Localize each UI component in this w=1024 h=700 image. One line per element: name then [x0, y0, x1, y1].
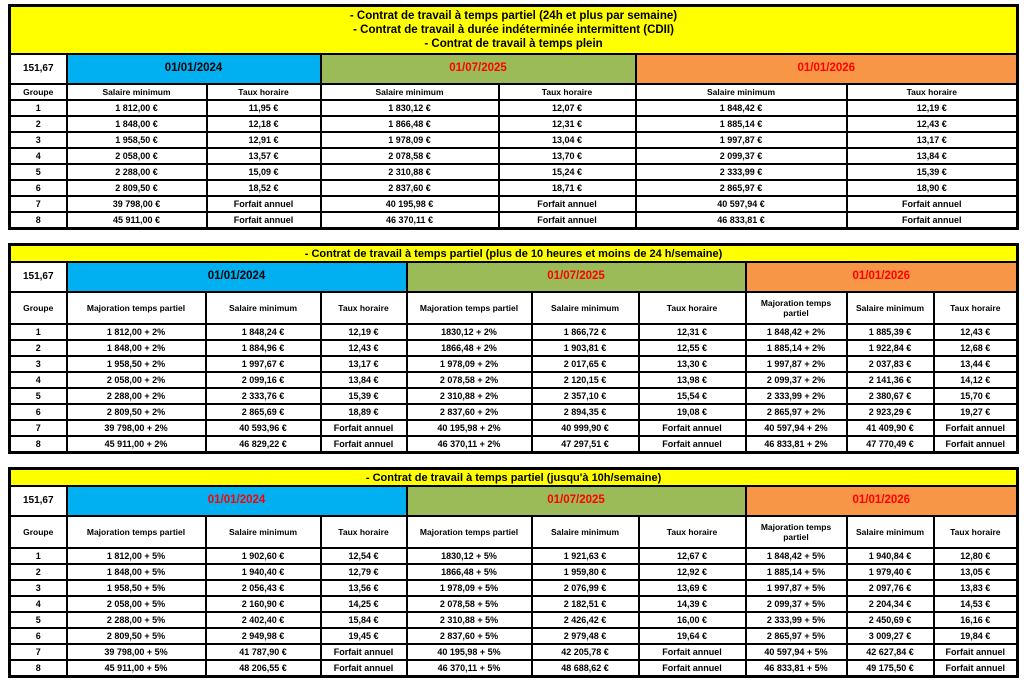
value-cell: 12,43 €: [847, 116, 1018, 132]
value-cell: 2 809,50 €: [67, 180, 207, 196]
value-cell: Forfait annuel: [321, 436, 407, 453]
value-cell: 1 959,80 €: [532, 564, 639, 580]
group-number-cell: 3: [10, 132, 67, 148]
value-cell: 40 597,94 €: [636, 196, 847, 212]
value-cell: 13,56 €: [321, 580, 407, 596]
value-cell: 39 798,00 + 2%: [67, 420, 206, 436]
value-cell: 12,31 €: [499, 116, 636, 132]
value-cell: 12,31 €: [639, 324, 746, 340]
value-cell: 2 894,35 €: [532, 404, 639, 420]
value-cell: 1 848,00 €: [67, 116, 207, 132]
column-header: Taux horaire: [934, 516, 1018, 548]
group-column-header: Groupe: [10, 516, 67, 548]
value-cell: 1 997,87 + 5%: [746, 580, 847, 596]
value-cell: 1 978,09 €: [321, 132, 499, 148]
value-cell: 1 848,00 + 5%: [67, 564, 206, 580]
value-cell: 40 195,98 + 5%: [407, 644, 532, 660]
value-cell: 2 160,90 €: [206, 596, 321, 612]
value-cell: 3 009,27 €: [847, 628, 934, 644]
value-cell: 2 182,51 €: [532, 596, 639, 612]
value-cell: 2 865,69 €: [206, 404, 321, 420]
value-cell: 1830,12 + 5%: [407, 548, 532, 564]
table-title: [10, 6, 1018, 55]
period-date-cell: 01/01/2026: [636, 54, 1018, 84]
value-cell: 14,25 €: [321, 596, 407, 612]
column-header: Majoration temps partiel: [407, 292, 532, 324]
value-cell: 2 099,37 + 5%: [746, 596, 847, 612]
value-cell: 1 978,09 + 5%: [407, 580, 532, 596]
value-cell: 15,39 €: [321, 388, 407, 404]
value-cell: 2 923,29 €: [847, 404, 934, 420]
column-header: Salaire minimum: [206, 516, 321, 548]
value-cell: 2 078,58 €: [321, 148, 499, 164]
value-cell: Forfait annuel: [847, 212, 1018, 229]
value-cell: 1 997,67 €: [206, 356, 321, 372]
column-header: Majoration temps partiel: [67, 292, 206, 324]
column-header: Majoration temps partiel: [407, 516, 532, 548]
table-row: [10, 180, 1018, 196]
value-cell: 2 837,60 €: [321, 180, 499, 196]
value-cell: 2 056,43 €: [206, 580, 321, 596]
value-cell: 1 958,50 €: [67, 132, 207, 148]
value-cell: 14,39 €: [639, 596, 746, 612]
table-title: [10, 245, 1018, 263]
period-date-cell: 01/01/2024: [67, 54, 321, 84]
table-title: [10, 469, 1018, 487]
group-number-cell: 3: [10, 356, 67, 372]
value-cell: 1 812,00 €: [67, 100, 207, 116]
value-cell: 2 949,98 €: [206, 628, 321, 644]
value-cell: 15,09 €: [207, 164, 321, 180]
value-cell: Forfait annuel: [499, 196, 636, 212]
period-date-cell: 01/01/2024: [67, 262, 407, 292]
value-cell: 1 885,14 + 2%: [746, 340, 847, 356]
value-cell: 1 848,42 + 2%: [746, 324, 847, 340]
value-cell: 15,39 €: [847, 164, 1018, 180]
value-cell: 12,68 €: [934, 340, 1018, 356]
table-row: [10, 660, 1018, 677]
value-cell: 1 866,72 €: [532, 324, 639, 340]
value-cell: Forfait annuel: [639, 660, 746, 677]
table-row: [10, 628, 1018, 644]
value-cell: 13,84 €: [847, 148, 1018, 164]
column-header: Salaire minimum: [67, 84, 207, 100]
column-header: Salaire minimum: [847, 292, 934, 324]
value-cell: 1 848,42 + 5%: [746, 548, 847, 564]
value-cell: 2 333,99 €: [636, 164, 847, 180]
group-number-cell: 5: [10, 612, 67, 628]
value-cell: 19,08 €: [639, 404, 746, 420]
value-cell: 19,64 €: [639, 628, 746, 644]
value-cell: 13,70 €: [499, 148, 636, 164]
value-cell: 46 370,11 + 5%: [407, 660, 532, 677]
value-cell: 2 310,88 + 5%: [407, 612, 532, 628]
value-cell: 40 999,90 €: [532, 420, 639, 436]
monthly-hours-cell: 151,67: [10, 54, 67, 84]
value-cell: 47 770,49 €: [847, 436, 934, 453]
group-number-cell: 6: [10, 404, 67, 420]
column-header: Taux horaire: [321, 292, 407, 324]
value-cell: 1 958,50 + 5%: [67, 580, 206, 596]
period-date-cell: 01/07/2025: [407, 262, 746, 292]
value-cell: Forfait annuel: [934, 644, 1018, 660]
table-row: [10, 196, 1018, 212]
column-header: Salaire minimum: [532, 516, 639, 548]
value-cell: 12,19 €: [321, 324, 407, 340]
value-cell: 15,54 €: [639, 388, 746, 404]
value-cell: 15,70 €: [934, 388, 1018, 404]
value-cell: 2 017,65 €: [532, 356, 639, 372]
value-cell: 2 809,50 + 2%: [67, 404, 206, 420]
table-row: [10, 548, 1018, 564]
value-cell: 2 099,37 + 2%: [746, 372, 847, 388]
value-cell: 13,57 €: [207, 148, 321, 164]
value-cell: 2 288,00 + 2%: [67, 388, 206, 404]
value-cell: 13,30 €: [639, 356, 746, 372]
value-cell: 18,89 €: [321, 404, 407, 420]
value-cell: Forfait annuel: [639, 436, 746, 453]
value-cell: 1 830,12 €: [321, 100, 499, 116]
monthly-hours-cell: 151,67: [10, 262, 67, 292]
period-date-cell: 01/01/2026: [746, 262, 1018, 292]
value-cell: 13,83 €: [934, 580, 1018, 596]
value-cell: 2 380,67 €: [847, 388, 934, 404]
value-cell: 1 848,24 €: [206, 324, 321, 340]
value-cell: 12,07 €: [499, 100, 636, 116]
value-cell: 46 833,81 + 5%: [746, 660, 847, 677]
value-cell: 12,18 €: [207, 116, 321, 132]
value-cell: 1 885,14 €: [636, 116, 847, 132]
value-cell: Forfait annuel: [639, 644, 746, 660]
group-number-cell: 4: [10, 596, 67, 612]
value-cell: 2 099,37 €: [636, 148, 847, 164]
column-header: Salaire minimum: [847, 516, 934, 548]
value-cell: Forfait annuel: [207, 196, 321, 212]
value-cell: Forfait annuel: [934, 420, 1018, 436]
value-cell: 2 097,76 €: [847, 580, 934, 596]
table-row: [10, 100, 1018, 116]
value-cell: 12,79 €: [321, 564, 407, 580]
value-cell: 13,44 €: [934, 356, 1018, 372]
value-cell: 2 837,60 + 5%: [407, 628, 532, 644]
value-cell: 13,04 €: [499, 132, 636, 148]
value-cell: 12,55 €: [639, 340, 746, 356]
value-cell: 14,53 €: [934, 596, 1018, 612]
table-row: [10, 596, 1018, 612]
value-cell: 12,80 €: [934, 548, 1018, 564]
value-cell: 46 370,11 + 2%: [407, 436, 532, 453]
value-cell: 2 058,00 + 2%: [67, 372, 206, 388]
value-cell: 15,84 €: [321, 612, 407, 628]
value-cell: 45 911,00 + 2%: [67, 436, 206, 453]
value-cell: 40 195,98 + 2%: [407, 420, 532, 436]
table-row: [10, 372, 1018, 388]
value-cell: 11,95 €: [207, 100, 321, 116]
group-number-cell: 1: [10, 100, 67, 116]
table-row: [10, 436, 1018, 453]
value-cell: 12,43 €: [321, 340, 407, 356]
value-cell: 1 848,00 + 2%: [67, 340, 206, 356]
group-number-cell: 8: [10, 212, 67, 229]
value-cell: Forfait annuel: [934, 660, 1018, 677]
table-title-line: - Contrat de travail à temps plein: [424, 38, 603, 50]
value-cell: 2 333,99 + 5%: [746, 612, 847, 628]
value-cell: 13,84 €: [321, 372, 407, 388]
tables-container: [8, 4, 1016, 678]
table-row: [10, 564, 1018, 580]
table-row: [10, 132, 1018, 148]
table-partiel-10-24h: [8, 243, 1019, 454]
value-cell: 2 078,58 + 2%: [407, 372, 532, 388]
value-cell: 2 288,00 + 5%: [67, 612, 206, 628]
value-cell: 13,69 €: [639, 580, 746, 596]
table-row: [10, 404, 1018, 420]
table-temps-plein: [8, 4, 1019, 230]
group-number-cell: 1: [10, 324, 67, 340]
value-cell: 41 409,90 €: [847, 420, 934, 436]
period-date-cell: 01/01/2026: [746, 486, 1018, 516]
value-cell: 46 833,81 + 2%: [746, 436, 847, 453]
value-cell: Forfait annuel: [321, 644, 407, 660]
value-cell: 15,24 €: [499, 164, 636, 180]
value-cell: 41 787,90 €: [206, 644, 321, 660]
value-cell: 13,98 €: [639, 372, 746, 388]
column-header: Majoration temps partiel: [746, 516, 847, 548]
value-cell: 2 120,15 €: [532, 372, 639, 388]
value-cell: 2 141,36 €: [847, 372, 934, 388]
group-number-cell: 6: [10, 628, 67, 644]
table-row: [10, 340, 1018, 356]
value-cell: 1 958,50 + 2%: [67, 356, 206, 372]
group-number-cell: 8: [10, 436, 67, 453]
period-date-cell: 01/07/2025: [407, 486, 746, 516]
value-cell: 1 812,00 + 2%: [67, 324, 206, 340]
value-cell: 40 593,96 €: [206, 420, 321, 436]
value-cell: 16,00 €: [639, 612, 746, 628]
value-cell: 2 402,40 €: [206, 612, 321, 628]
value-cell: 2 288,00 €: [67, 164, 207, 180]
value-cell: 2 333,99 + 2%: [746, 388, 847, 404]
group-number-cell: 2: [10, 564, 67, 580]
value-cell: 2 310,88 €: [321, 164, 499, 180]
value-cell: 49 175,50 €: [847, 660, 934, 677]
value-cell: 13,05 €: [934, 564, 1018, 580]
column-header: Taux horaire: [499, 84, 636, 100]
column-header: Salaire minimum: [532, 292, 639, 324]
group-number-cell: 2: [10, 116, 67, 132]
column-header: Majoration temps partiel: [746, 292, 847, 324]
group-number-cell: 2: [10, 340, 67, 356]
value-cell: 39 798,00 + 5%: [67, 644, 206, 660]
value-cell: 2 076,99 €: [532, 580, 639, 596]
value-cell: 48 688,62 €: [532, 660, 639, 677]
table-row: [10, 612, 1018, 628]
group-number-cell: 6: [10, 180, 67, 196]
group-column-header: Groupe: [10, 84, 67, 100]
table-row: [10, 644, 1018, 660]
value-cell: 1 922,84 €: [847, 340, 934, 356]
table-row: [10, 324, 1018, 340]
value-cell: 2 865,97 + 2%: [746, 404, 847, 420]
value-cell: 1 866,48 €: [321, 116, 499, 132]
value-cell: 1 940,84 €: [847, 548, 934, 564]
value-cell: 13,17 €: [847, 132, 1018, 148]
group-column-header: Groupe: [10, 292, 67, 324]
value-cell: 2 037,83 €: [847, 356, 934, 372]
table-row: [10, 580, 1018, 596]
value-cell: 1 979,40 €: [847, 564, 934, 580]
table-title-line: - Contrat de travail à temps partiel (jusqu'à 10h/semaine): [365, 471, 662, 484]
value-cell: 12,43 €: [934, 324, 1018, 340]
value-cell: Forfait annuel: [207, 212, 321, 229]
value-cell: 14,12 €: [934, 372, 1018, 388]
value-cell: 42 627,84 €: [847, 644, 934, 660]
value-cell: 12,19 €: [847, 100, 1018, 116]
value-cell: 1830,12 + 2%: [407, 324, 532, 340]
value-cell: 2 979,48 €: [532, 628, 639, 644]
group-number-cell: 5: [10, 164, 67, 180]
group-number-cell: 1: [10, 548, 67, 564]
value-cell: 12,67 €: [639, 548, 746, 564]
column-header: Salaire minimum: [636, 84, 847, 100]
value-cell: 2 310,88 + 2%: [407, 388, 532, 404]
value-cell: 2 058,00 + 5%: [67, 596, 206, 612]
table-row: [10, 212, 1018, 229]
value-cell: 46 829,22 €: [206, 436, 321, 453]
value-cell: 45 911,00 + 5%: [67, 660, 206, 677]
value-cell: 12,54 €: [321, 548, 407, 564]
table-partiel-jusqua-10h: [8, 467, 1019, 678]
value-cell: 13,17 €: [321, 356, 407, 372]
column-header: Taux horaire: [207, 84, 321, 100]
value-cell: 46 370,11 €: [321, 212, 499, 229]
value-cell: 18,90 €: [847, 180, 1018, 196]
value-cell: 12,92 €: [639, 564, 746, 580]
value-cell: 40 597,94 + 5%: [746, 644, 847, 660]
group-number-cell: 8: [10, 660, 67, 677]
value-cell: 18,71 €: [499, 180, 636, 196]
value-cell: 2 450,69 €: [847, 612, 934, 628]
table-row: [10, 116, 1018, 132]
value-cell: 1 997,87 €: [636, 132, 847, 148]
value-cell: 2 058,00 €: [67, 148, 207, 164]
value-cell: 40 195,98 €: [321, 196, 499, 212]
value-cell: Forfait annuel: [847, 196, 1018, 212]
column-header: Salaire minimum: [206, 292, 321, 324]
value-cell: 12,91 €: [207, 132, 321, 148]
value-cell: Forfait annuel: [934, 436, 1018, 453]
period-date-cell: 01/07/2025: [321, 54, 636, 84]
column-header: Majoration temps partiel: [67, 516, 206, 548]
table-row: [10, 356, 1018, 372]
value-cell: 1866,48 + 2%: [407, 340, 532, 356]
value-cell: 1 997,87 + 2%: [746, 356, 847, 372]
value-cell: 47 297,51 €: [532, 436, 639, 453]
value-cell: 2 078,58 + 5%: [407, 596, 532, 612]
value-cell: 2 426,42 €: [532, 612, 639, 628]
value-cell: 18,52 €: [207, 180, 321, 196]
group-number-cell: 7: [10, 196, 67, 212]
table-title-line: - Contrat de travail à temps partiel (plus de 10 heures et moins de 24 h/semaine): [304, 247, 723, 260]
value-cell: 1 940,40 €: [206, 564, 321, 580]
value-cell: Forfait annuel: [499, 212, 636, 229]
monthly-hours-cell: 151,67: [10, 486, 67, 516]
table-row: [10, 164, 1018, 180]
value-cell: 2 357,10 €: [532, 388, 639, 404]
value-cell: Forfait annuel: [321, 660, 407, 677]
value-cell: 1 885,39 €: [847, 324, 934, 340]
value-cell: 16,16 €: [934, 612, 1018, 628]
column-header: Taux horaire: [639, 292, 746, 324]
table-row: [10, 420, 1018, 436]
value-cell: 2 837,60 + 2%: [407, 404, 532, 420]
group-number-cell: 4: [10, 148, 67, 164]
value-cell: 1 902,60 €: [206, 548, 321, 564]
value-cell: 1 884,96 €: [206, 340, 321, 356]
column-header: Taux horaire: [639, 516, 746, 548]
value-cell: Forfait annuel: [639, 420, 746, 436]
value-cell: 1866,48 + 5%: [407, 564, 532, 580]
group-number-cell: 7: [10, 644, 67, 660]
value-cell: 1 903,81 €: [532, 340, 639, 356]
column-header: Taux horaire: [321, 516, 407, 548]
value-cell: 2 865,97 €: [636, 180, 847, 196]
value-cell: 19,84 €: [934, 628, 1018, 644]
table-title-line: - Contrat de travail à temps partiel (24h et plus par semaine): [349, 10, 678, 22]
value-cell: 39 798,00 €: [67, 196, 207, 212]
group-number-cell: 4: [10, 372, 67, 388]
period-date-cell: 01/01/2024: [67, 486, 407, 516]
value-cell: 1 885,14 + 5%: [746, 564, 847, 580]
group-number-cell: 3: [10, 580, 67, 596]
value-cell: 1 848,42 €: [636, 100, 847, 116]
value-cell: 42 205,78 €: [532, 644, 639, 660]
value-cell: 40 597,94 + 2%: [746, 420, 847, 436]
column-header: Salaire minimum: [321, 84, 499, 100]
value-cell: 2 809,50 + 5%: [67, 628, 206, 644]
table-row: [10, 388, 1018, 404]
group-number-cell: 7: [10, 420, 67, 436]
value-cell: 19,45 €: [321, 628, 407, 644]
value-cell: 46 833,81 €: [636, 212, 847, 229]
table-row: [10, 148, 1018, 164]
value-cell: 2 099,16 €: [206, 372, 321, 388]
value-cell: 1 812,00 + 5%: [67, 548, 206, 564]
value-cell: 19,27 €: [934, 404, 1018, 420]
value-cell: 2 204,34 €: [847, 596, 934, 612]
value-cell: 1 978,09 + 2%: [407, 356, 532, 372]
value-cell: 48 206,55 €: [206, 660, 321, 677]
value-cell: Forfait annuel: [321, 420, 407, 436]
column-header: Taux horaire: [934, 292, 1018, 324]
value-cell: 1 921,63 €: [532, 548, 639, 564]
value-cell: 2 865,97 + 5%: [746, 628, 847, 644]
group-number-cell: 5: [10, 388, 67, 404]
value-cell: 45 911,00 €: [67, 212, 207, 229]
column-header: Taux horaire: [847, 84, 1018, 100]
table-title-line: - Contrat de travail à durée indéterminée intermittent (CDII): [353, 24, 674, 36]
value-cell: 2 333,76 €: [206, 388, 321, 404]
